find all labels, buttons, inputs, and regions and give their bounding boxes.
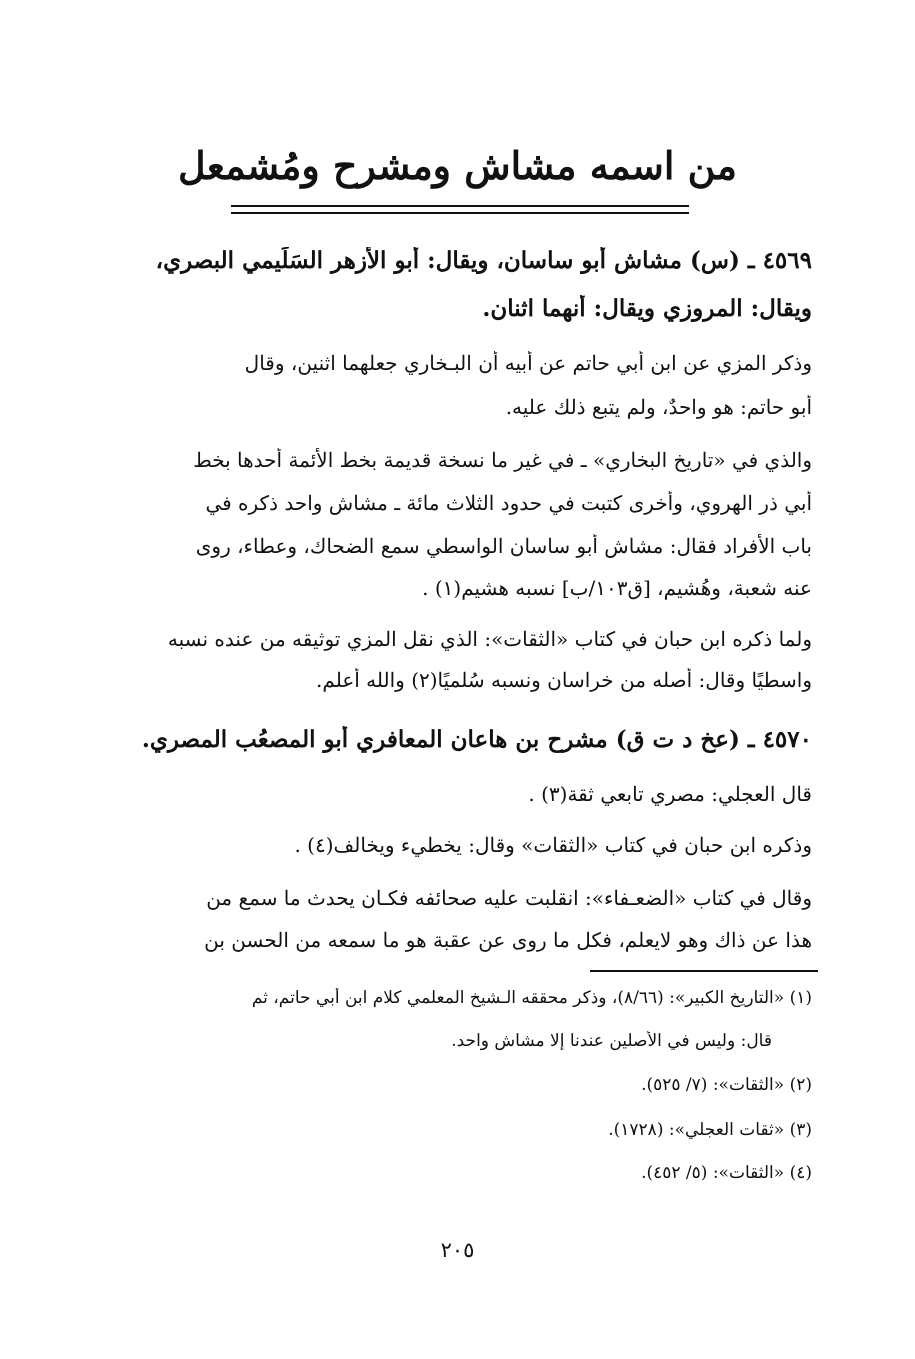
entry-4570-paragraph-3-line-1: وقال في كتاب «الضعـفاء»: انقلبت عليه صحائفه فكـان يحدث ما سمع من	[206, 886, 812, 910]
entry-4569-heading-line-1: ٤٥٦٩ ـ (س) مشاش أبو ساسان، ويقال: أبو الأزهر السَلَيمي البصري،	[155, 247, 812, 274]
chapter-title: من اسمه مشاش ومشرح ومُشمعل	[178, 143, 737, 188]
entry-4569-paragraph-2-line-3: باب الأفراد فقال: مشاش أبو ساسان الواسطي سمع الضحاك، وعطاء، روى	[195, 534, 812, 558]
entry-4569-paragraph-2-line-1: والذي في «تاريخ البخاري» ـ في غير ما نسخة قديمة بخط الأئمة أحدها بخط	[193, 448, 812, 472]
footnote-3: (٣) «ثقات العجلي»: (١٧٢٨).	[608, 1120, 812, 1140]
footnote-1-line-2: قال: وليس في الأصلين عندنا إلا مشاش واحد.	[451, 1031, 772, 1051]
entry-4570-paragraph-3-line-2: هذا عن ذاك وهو لايعلم، فكل ما روى عن عقبة هو ما سمعه من الحسن بن	[204, 928, 812, 952]
entry-4569-paragraph-1-line-1: وذكر المزي عن ابن أبي حاتم عن أبيه أن البـخاري جعلهما اثنين، وقال	[244, 351, 812, 375]
footnote-separator	[590, 970, 818, 972]
entry-4570-paragraph-2: وذكره ابن حبان في كتاب «الثقات» وقال: يخطيء ويخالف(٤) .	[294, 833, 812, 857]
title-underline	[231, 205, 689, 214]
footnote-1-line-1: (١) «التاريخ الكبير»: (٨/٦٦)، وذكر محققه الـشيخ المعلمي كلام ابن أبي حاتم، ثم	[251, 988, 812, 1008]
entry-4569-paragraph-2-line-2: أبي ذر الهروي، وأخرى كتبت في حدود الثلاث مائة ـ مشاش واحد ذكره في	[205, 491, 812, 515]
page-number: ٢٠٥	[440, 1238, 475, 1262]
entry-4569-heading-line-2: ويقال: المروزي ويقال: أنهما اثنان.	[482, 295, 812, 322]
entry-4569-paragraph-3-line-2: واسطيًا وقال: أصله من خراسان ونسبه سُلميًا(٢) والله أعلم.	[316, 668, 812, 692]
entry-4569-paragraph-1-line-2: أبو حاتم: هو واحدٌ، ولم يتبع ذلك عليه.	[505, 395, 812, 419]
entry-4569-paragraph-3-line-1: ولما ذكره ابن حبان في كتاب «الثقات»: الذي نقل المزي توثيقه من عنده نسبه	[167, 627, 812, 651]
footnote-4: (٤) «الثقات»: (٥/ ٤٥٢).	[641, 1163, 812, 1183]
footnote-2: (٢) «الثقات»: (٧/ ٥٢٥).	[641, 1075, 812, 1095]
entry-4570-heading: ٤٥٧٠ ـ (عخ د ت ق) مشرح بن هاعان المعافري أبو المصعُب المصري.	[141, 726, 812, 753]
entry-4570-paragraph-1: قال العجلي: مصري تابعي ثقة(٣) .	[528, 782, 812, 806]
entry-4569-paragraph-2-line-4: عنه شعبة، وهُشيم، [ق١٠٣/ب] نسبه هشيم(١) .	[422, 576, 812, 600]
